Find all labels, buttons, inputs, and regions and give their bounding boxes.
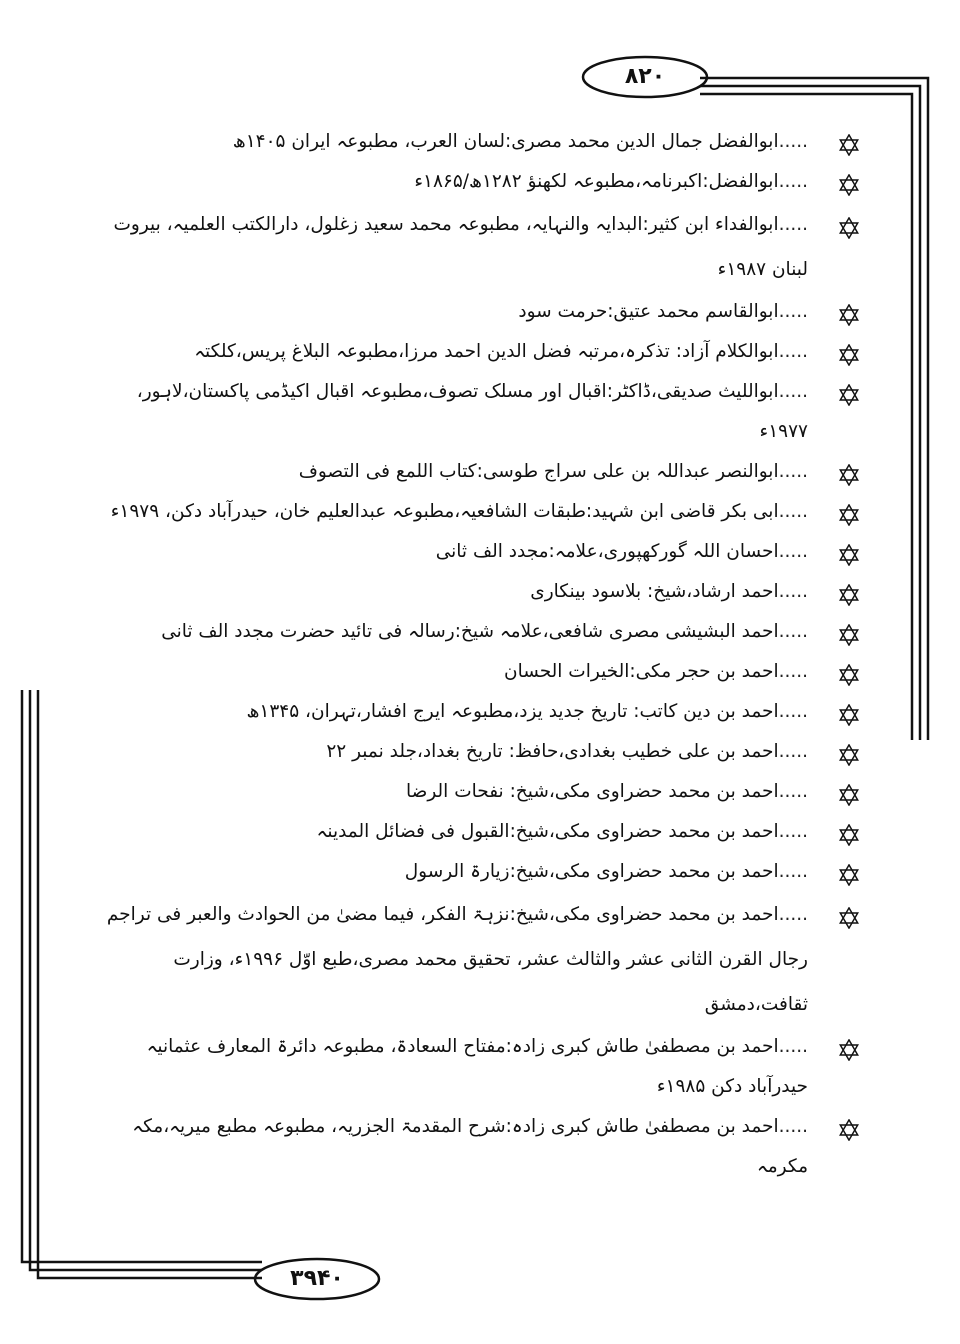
leader-dots: ..... <box>778 904 808 925</box>
star-of-david-icon <box>838 501 860 523</box>
leader-dots: ..... <box>778 501 808 522</box>
reference-text: ابوالفضل جمال الدین محمد مصری:لسان العرب، مطبوعہ ایران ۱۴۰۵ھ <box>232 131 779 152</box>
leader-dots: ..... <box>778 581 808 602</box>
reference-text: احمد بن علی خطیب بغدادی،حافظ: تاریخ بغداد،جلد نمبر ۲۲ <box>326 741 779 762</box>
reference-item <box>90 122 860 162</box>
reference-text: ابوالنصر عبداللہ بن علی سراج طوسی:کتاب اللمع فی التصوف <box>298 461 779 482</box>
leader-dots: ..... <box>778 861 808 882</box>
star-of-david-icon <box>838 171 860 193</box>
reference-text: احمد بن حجر مکی:الخیرات الحسان <box>503 661 779 682</box>
reference-item <box>90 772 860 812</box>
star-of-david-icon <box>838 781 860 803</box>
leader-dots: ..... <box>778 461 808 482</box>
star-of-david-icon <box>838 381 860 403</box>
reference-text: ابی بکر قاضی ابن شہید:طبقات الشافعیہ،مطبوعہ عبدالعلیم خان، حیدرآباد دکن، ۱۹۷۹ء <box>110 501 779 522</box>
reference-item <box>90 292 860 332</box>
reference-text: احمد ارشاد،شیخ: بلاسود بینکاری <box>530 581 779 602</box>
star-of-david-icon <box>838 461 860 483</box>
star-of-david-icon <box>838 1116 860 1138</box>
reference-item <box>90 162 860 202</box>
leader-dots: ..... <box>778 541 808 562</box>
page-number-bottom: ۳۹۴۰ <box>290 1266 344 1291</box>
leader-dots: ..... <box>778 741 808 762</box>
reference-text: احسان اللہ گورکھپوری،علامہ:مجدد الف ثانی <box>435 541 779 562</box>
reference-item <box>90 1107 860 1187</box>
leader-dots: ..... <box>778 1116 808 1137</box>
reference-text: ابوالکلام آزاد: تذکرہ،مرتبہ فضل الدین احمد مرزا،مطبوعہ البلاغ پریس،کلکتہ <box>194 341 779 362</box>
leader-dots: ..... <box>778 381 808 402</box>
reference-text: ابواللیث صدیقی،ڈاکٹر:اقبال اور مسلک تصوف،مطبوعہ اقبال اکیڈمی پاکستان،لاہور، ۱۹۷۷ء <box>136 381 808 442</box>
reference-item <box>90 732 860 772</box>
leader-dots: ..... <box>778 171 808 192</box>
star-of-david-icon <box>838 621 860 643</box>
reference-item <box>90 452 860 492</box>
leader-dots: ..... <box>778 341 808 362</box>
star-of-david-icon <box>838 741 860 763</box>
reference-item <box>90 532 860 572</box>
reference-item <box>90 612 860 652</box>
reference-item <box>90 1027 860 1107</box>
reference-item <box>90 372 860 452</box>
reference-text: احمد بن مصطفیٰ طاش کبری زادہ:شرح المقدمۃ الجزریہ، مطبوعہ مطبع میریہ،مکہ مکرمہ <box>132 1116 808 1177</box>
reference-text: احمد بن محمد حضراوی مکی،شیخ:نزہۃ الفکر، فیما مضیٰ من الحوادث والعبر فی تراجم رجال القرن الثانی عشر والثالث عشر، تحقیق محمد مصری،طبع اوّل ۱۹۹۶ء، وزارت ثقافت،دمشق <box>106 904 808 1015</box>
leader-dots: ..... <box>778 214 808 235</box>
leader-dots: ..... <box>778 701 808 722</box>
leader-dots: ..... <box>778 661 808 682</box>
star-of-david-icon <box>838 901 860 923</box>
reference-item <box>90 202 860 292</box>
star-of-david-icon <box>838 821 860 843</box>
reference-item <box>90 892 860 1027</box>
leader-dots: ..... <box>778 781 808 802</box>
reference-item <box>90 492 860 532</box>
star-of-david-icon <box>838 341 860 363</box>
leader-dots: ..... <box>778 301 808 322</box>
reference-text: احمد بن دین کاتب: تاریخ جدید یزد،مطبوعہ ایرج افشار،تہران، ۱۳۴۵ھ <box>246 701 779 722</box>
star-of-david-icon <box>838 211 860 233</box>
star-of-david-icon <box>838 581 860 603</box>
reference-text: ابوالقاسم محمد عتیق:حرمت سود <box>518 301 779 322</box>
leader-dots: ..... <box>778 1036 808 1057</box>
reference-item <box>90 652 860 692</box>
reference-text: احمد البشیشی مصری شافعی،علامہ شیخ:رسالہ فی تائید حضرت مجدد الف ثانی <box>161 621 779 642</box>
star-of-david-icon <box>838 1036 860 1058</box>
reference-item <box>90 572 860 612</box>
reference-text: ابوالفداء ابن کثیر:البدایہ والنہایہ، مطبوعہ محمد سعید زغلول، دارالکتب العلمیہ، بیروت لبنان ۱۹۸۷ء <box>113 214 808 280</box>
reference-text: احمد بن محمد حضراوی مکی،شیخ:زیارۃ الرسول <box>404 861 779 882</box>
reference-item <box>90 332 860 372</box>
star-of-david-icon <box>838 701 860 723</box>
reference-text: احمد بن محمد حضراوی مکی،شیخ:القبول فی فضائل المدینہ <box>316 821 779 842</box>
reference-item <box>90 852 860 892</box>
reference-text: احمد بن مصطفیٰ طاش کبری زادہ:مفتاح السعادۃ، مطبوعہ دائرۃ المعارف عثمانیہ حیدرآباد دکن ۱۹۸۵ء <box>146 1036 808 1097</box>
star-of-david-icon <box>838 661 860 683</box>
reference-item <box>90 692 860 732</box>
star-of-david-icon <box>838 131 860 153</box>
page-number-top: ۸۲۰ <box>624 64 666 89</box>
reference-list <box>90 122 860 1187</box>
star-of-david-icon <box>838 541 860 563</box>
reference-text: احمد بن محمد حضراوی مکی،شیخ: نفحات الرضا <box>405 781 779 802</box>
star-of-david-icon <box>838 301 860 323</box>
reference-item <box>90 812 860 852</box>
leader-dots: ..... <box>778 621 808 642</box>
reference-text: ابوالفضل:اکبرنامہ،مطبوعہ لکھنؤ ۱۲۸۲ھ/۱۸۶۵ء <box>414 171 779 192</box>
leader-dots: ..... <box>778 131 808 152</box>
star-of-david-icon <box>838 861 860 883</box>
leader-dots: ..... <box>778 821 808 842</box>
